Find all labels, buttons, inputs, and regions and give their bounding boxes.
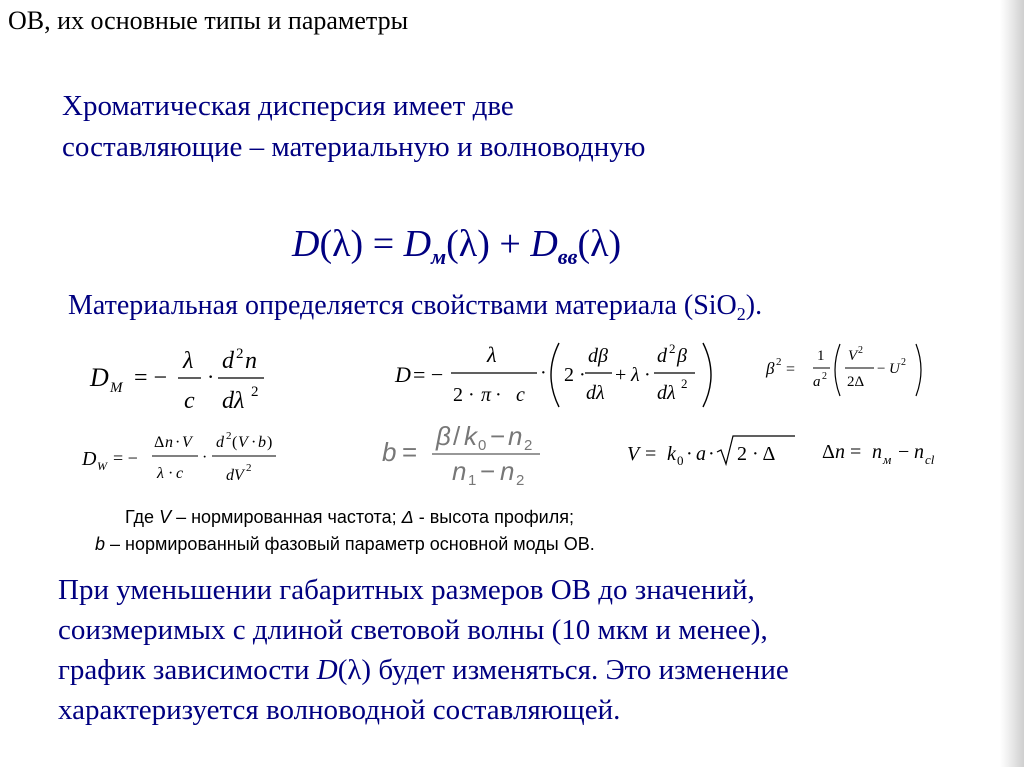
svg-text:D: D [82, 448, 97, 470]
svg-text:n: n [500, 456, 515, 486]
svg-text:n: n [835, 441, 845, 463]
svg-text:·: · [202, 449, 208, 466]
svg-text:=: = [786, 361, 796, 378]
svg-text:·: · [251, 434, 257, 451]
svg-text:2: 2 [822, 371, 827, 382]
formula-plus: + [489, 223, 531, 265]
formula-lambda-2: (λ) [446, 223, 490, 265]
equation-delta-n [820, 434, 980, 470]
material-text [68, 290, 762, 325]
svg-text:2: 2 [669, 341, 676, 356]
formula-equals: = [363, 223, 404, 265]
svg-text:d: d [657, 345, 667, 367]
svg-text:λ: λ [631, 364, 640, 386]
equation-b [380, 418, 580, 488]
svg-text:c: c [516, 384, 525, 406]
svg-text:2: 2 [858, 345, 863, 356]
svg-text:0: 0 [478, 437, 487, 454]
svg-text:= −: = − [113, 448, 138, 468]
svg-text:2: 2 [251, 384, 259, 400]
svg-text:a: a [696, 443, 706, 465]
para-line-1: При уменьшении габаритных размеров ОВ до значений, [58, 574, 755, 606]
where-line-2 [95, 534, 595, 555]
svg-text:λ: λ [183, 348, 194, 374]
para-line-3-b: (λ) будет изменяться. Это изменение [337, 654, 789, 686]
formula-dvv: D [530, 223, 558, 265]
svg-text:= −: = − [134, 365, 168, 391]
svg-text:dλ: dλ [222, 388, 245, 414]
svg-text:D: D [395, 362, 411, 387]
svg-text:D: D [90, 363, 109, 392]
svg-text:U: U [889, 361, 900, 377]
formula-lambda-1: (λ) [319, 223, 364, 265]
svg-text:n: n [872, 441, 882, 463]
svg-text:м: м [883, 452, 892, 467]
equation-v [625, 430, 805, 470]
svg-text:2: 2 [776, 356, 782, 368]
equation-beta [764, 338, 944, 402]
svg-text:0: 0 [677, 453, 684, 468]
svg-text:b: b [258, 434, 266, 451]
svg-text:−: − [898, 441, 910, 463]
where-line-1 [125, 507, 574, 528]
equation-d-full [393, 335, 733, 415]
svg-text:2: 2 [236, 346, 244, 362]
formula-sub-vv: вв [557, 244, 578, 269]
svg-text:·: · [175, 434, 181, 451]
conclusion-paragraph [58, 570, 978, 730]
svg-text:−: − [490, 421, 506, 451]
svg-text:(: ( [232, 434, 238, 451]
svg-text:cl: cl [925, 452, 935, 467]
svg-text:=: = [850, 441, 862, 463]
svg-text:dV: dV [226, 467, 244, 484]
svg-text:Δ: Δ [822, 441, 835, 463]
svg-text:Δ: Δ [154, 434, 165, 451]
formula-lambda-3: (λ) [577, 223, 622, 265]
svg-text:2: 2 [681, 376, 688, 391]
svg-text:−: − [480, 456, 496, 486]
intro-line-1: Хроматическая дисперсия имеет две [62, 90, 514, 122]
svg-text:n: n [452, 456, 467, 486]
where-prefix: Где [125, 507, 160, 527]
svg-text:V: V [848, 348, 858, 364]
formula-d: D [292, 223, 320, 265]
where-b-text: – нормированный фазовый параметр основной моды ОВ. [105, 534, 595, 554]
svg-text:β: β [677, 345, 687, 367]
formula-dm: D [403, 223, 432, 265]
svg-text:d: d [222, 348, 234, 374]
svg-text:n: n [914, 441, 924, 463]
svg-text:c: c [176, 465, 184, 482]
svg-text:·: · [168, 465, 174, 482]
svg-text:dλ: dλ [586, 382, 605, 404]
svg-text:2Δ: 2Δ [847, 374, 865, 390]
svg-text:·: · [540, 362, 547, 384]
svg-text:k: k [667, 443, 676, 465]
svg-text:1: 1 [468, 472, 477, 488]
para-line-4: характеризуется волноводной составляющей. [58, 694, 621, 726]
svg-text:λ: λ [487, 342, 497, 367]
svg-text:W: W [97, 459, 107, 473]
svg-text:·: · [708, 443, 715, 465]
svg-text:·: · [207, 364, 215, 389]
svg-text:V: V [182, 434, 192, 451]
svg-text:= −: = − [413, 362, 444, 387]
svg-text:d: d [216, 434, 224, 451]
slide-edge-shadow [1000, 0, 1024, 767]
para-line-3-a: график зависимости [58, 654, 317, 686]
svg-text:a: a [813, 374, 821, 390]
svg-text:2: 2 [226, 430, 232, 442]
svg-text:1: 1 [817, 348, 825, 364]
slide-title: ОВ, их основные типы и параметры [8, 6, 409, 35]
svg-text:·: · [495, 384, 502, 406]
svg-text:V: V [627, 443, 640, 465]
svg-text:2: 2 [524, 437, 533, 454]
intro-text [62, 86, 962, 168]
where-delta-symbol: Δ [401, 507, 414, 527]
svg-text:β: β [766, 359, 775, 378]
where-v-symbol: V [159, 507, 172, 527]
svg-text:=: = [645, 443, 657, 465]
material-end: ). [745, 290, 763, 321]
svg-text:n: n [165, 434, 173, 451]
material-sub: 2 [736, 304, 746, 324]
svg-text:π: π [481, 384, 492, 406]
where-delta-text: - высота профиля; [413, 507, 574, 527]
svg-text:): ) [267, 434, 273, 451]
svg-text:2 · Δ: 2 · Δ [737, 443, 776, 465]
svg-text:2 ·: 2 · [453, 384, 475, 406]
svg-text:M: M [110, 380, 123, 396]
where-v-text: – нормированная частота; [171, 507, 402, 527]
intro-line-2: составляющие – материальную и волноводную [62, 131, 646, 163]
svg-text:n: n [508, 421, 523, 451]
svg-text:V: V [238, 434, 248, 451]
svg-text:−: − [877, 361, 886, 377]
svg-text:dβ: dβ [588, 345, 608, 367]
material-main: Материальная определяется свойствами материала (SiO [68, 290, 737, 321]
svg-text:·: · [644, 364, 651, 386]
svg-text:2: 2 [246, 462, 252, 474]
svg-text:dλ: dλ [657, 382, 676, 404]
svg-text:c: c [184, 388, 195, 414]
svg-text:2 ·: 2 · [564, 364, 586, 386]
para-line-3-d: D [316, 654, 338, 686]
svg-text:β: β [436, 421, 451, 451]
svg-text:n: n [245, 348, 257, 374]
equation-dw [80, 424, 330, 494]
svg-text:=: = [402, 437, 418, 467]
equation-dm [88, 338, 288, 418]
svg-text:·: · [686, 443, 693, 465]
svg-text:2: 2 [901, 357, 906, 368]
svg-text:2: 2 [516, 472, 525, 488]
svg-text:b: b [382, 437, 397, 467]
where-b-symbol: b [95, 534, 106, 554]
svg-text:k: k [464, 421, 477, 451]
svg-text:λ: λ [157, 465, 164, 482]
para-line-2: соизмеримых с длиной световой волны (10 мкм и менее), [58, 614, 768, 646]
para-line-3 [58, 650, 978, 690]
formula-sub-m: м [431, 244, 447, 269]
dispersion-formula [292, 222, 621, 270]
svg-text:+: + [615, 364, 627, 386]
svg-text:/: / [453, 421, 461, 451]
